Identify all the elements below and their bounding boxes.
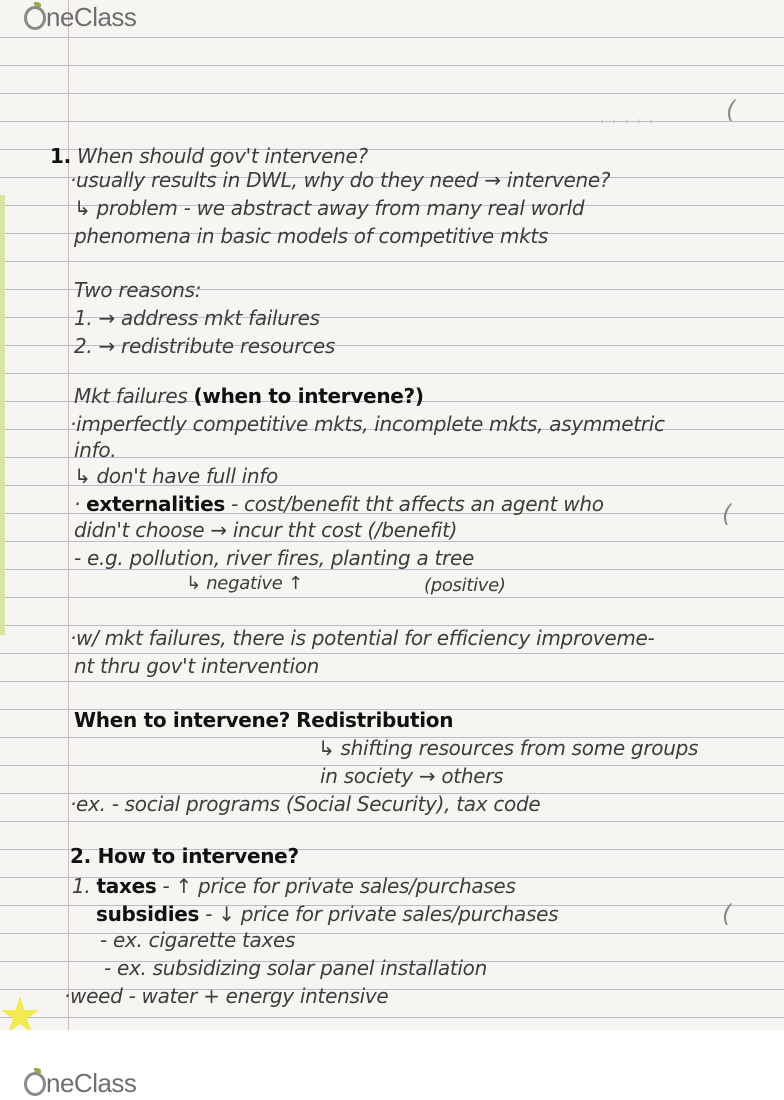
- market-failures-heading: [74, 384, 424, 408]
- logo-o-icon: [24, 1072, 46, 1096]
- definition: - ↑ price for private sales/purchases: [162, 874, 516, 898]
- reason-item: 1. → address mkt failures: [74, 306, 320, 330]
- binding-highlight: [0, 195, 5, 635]
- term-bold: taxes: [96, 874, 157, 898]
- annotation-negative: ↳ negative ↑: [186, 573, 303, 594]
- note-line: nt thru gov't intervention: [74, 654, 320, 678]
- note-line: in society → others: [320, 764, 504, 788]
- heading-text: Mkt failures: [74, 384, 188, 408]
- star-sticker: [0, 996, 40, 1030]
- note-line: ↳ shifting resources from some groups: [318, 736, 699, 760]
- note-line: - ex. cigarette taxes: [100, 928, 296, 952]
- item-number: 1.: [72, 874, 91, 898]
- taxes-line: [72, 874, 516, 898]
- note-line: - e.g. pollution, river fires, planting a tree: [74, 546, 474, 570]
- heading-bold: (when to intervene?): [193, 384, 424, 408]
- reason-item: 2. → redistribute resources: [74, 334, 335, 358]
- logo-text: neClass: [46, 1067, 137, 1098]
- note-line: ↳ don't have full info: [74, 464, 278, 488]
- reasons-title: Two reasons:: [74, 278, 202, 302]
- term-bold: externalities: [86, 492, 226, 516]
- definition: - cost/benefit tht affects an agent who: [231, 492, 604, 516]
- note-line: ·usually results in DWL, why do they need → intervene?: [70, 168, 611, 192]
- note-line: info.: [74, 438, 117, 462]
- note-line: didn't choose → incur tht cost (/benefit): [74, 518, 458, 542]
- note-line: phenomena in basic models of competitive mkts: [74, 224, 549, 248]
- logo-text: neClass: [46, 1, 137, 32]
- section-1-heading: [50, 144, 368, 168]
- bracket-mark: (: [726, 96, 736, 124]
- note-line: - ex. subsidizing solar panel installation: [104, 956, 487, 980]
- note-line: ·w/ mkt failures, there is potential for efficiency improveme-: [70, 626, 655, 650]
- note-line: ↳ problem - we abstract away from many real world: [74, 196, 585, 220]
- heading-bold: When to intervene?: [74, 708, 291, 732]
- logo-o-icon: [24, 6, 46, 30]
- definition: - ↓ price for private sales/purchases: [205, 902, 559, 926]
- note-line: ·weed - water + energy intensive: [64, 984, 389, 1008]
- note-line: ·ex. - social programs (Social Security), tax code: [70, 792, 541, 816]
- oneclass-logo: [24, 0, 136, 34]
- annotation-positive: (positive): [424, 575, 506, 596]
- redistribution-heading: [74, 708, 453, 732]
- section-title: When should gov't intervene?: [76, 144, 368, 168]
- oneclass-logo-footer: [24, 1066, 136, 1100]
- bracket-mark: (: [722, 500, 732, 528]
- heading-word: Redistribution: [296, 708, 454, 732]
- faint-bleedthrough: ' ' ' ' ': [600, 118, 656, 134]
- note-line: ·imperfectly competitive mkts, incomplete mkts, asymmetric: [70, 412, 665, 436]
- term-bold: subsidies: [96, 902, 200, 926]
- bullet: ·: [74, 492, 81, 516]
- externalities-line: [74, 492, 604, 516]
- section-number: 1.: [50, 144, 71, 168]
- section-2-heading: 2. How to intervene?: [70, 844, 299, 868]
- subsidies-line: [96, 902, 558, 926]
- bracket-mark: (: [722, 900, 732, 928]
